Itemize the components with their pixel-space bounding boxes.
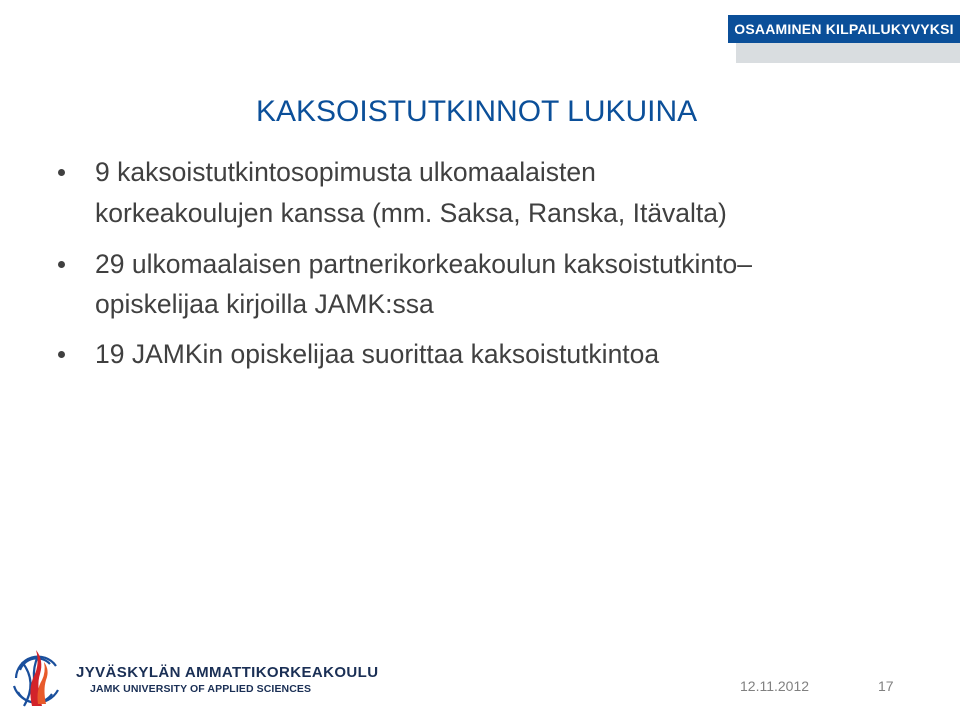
bullet-line: 9 kaksoistutkintosopimusta ulkomaalaisten: [95, 157, 596, 187]
logo-subtitle: JAMK UNIVERSITY OF APPLIED SCIENCES: [90, 683, 312, 695]
banner-text: OSAAMINEN KILPAILUKYVYKSI: [734, 21, 954, 37]
bullet-line: 29 ulkomaalaisen partnerikorkeakoulun kaksoistutkinto–: [95, 249, 752, 279]
bullet-list: [58, 152, 938, 384]
slide-title: KAKSOISTUTKINNOT LUKUINA: [256, 95, 698, 128]
jamk-logo: [8, 648, 379, 708]
bullet-item: [58, 244, 938, 324]
bullet-item: [58, 152, 938, 234]
banner-shadow: [736, 41, 960, 63]
footer-date: 12.11.2012: [740, 678, 810, 694]
bullet-line: korkeakoulujen kanssa (mm. Saksa, Ranska, Itävalta): [95, 198, 727, 228]
jamk-globe-icon: [8, 648, 66, 708]
bullet-dot-icon: [58, 351, 65, 358]
header-banner: [728, 15, 960, 43]
bullet-line: opiskelijaa kirjoilla JAMK:ssa: [95, 289, 434, 319]
bullet-line: 19 JAMKin opiskelijaa suorittaa kaksoistutkintoa: [95, 339, 660, 369]
bullet-item: [58, 334, 938, 374]
bullet-dot-icon: [58, 169, 65, 176]
page-number: 17: [878, 678, 894, 694]
logo-name: JYVÄSKYLÄN AMMATTIKORKEAKOULU: [76, 664, 379, 681]
bullet-dot-icon: [58, 261, 65, 268]
